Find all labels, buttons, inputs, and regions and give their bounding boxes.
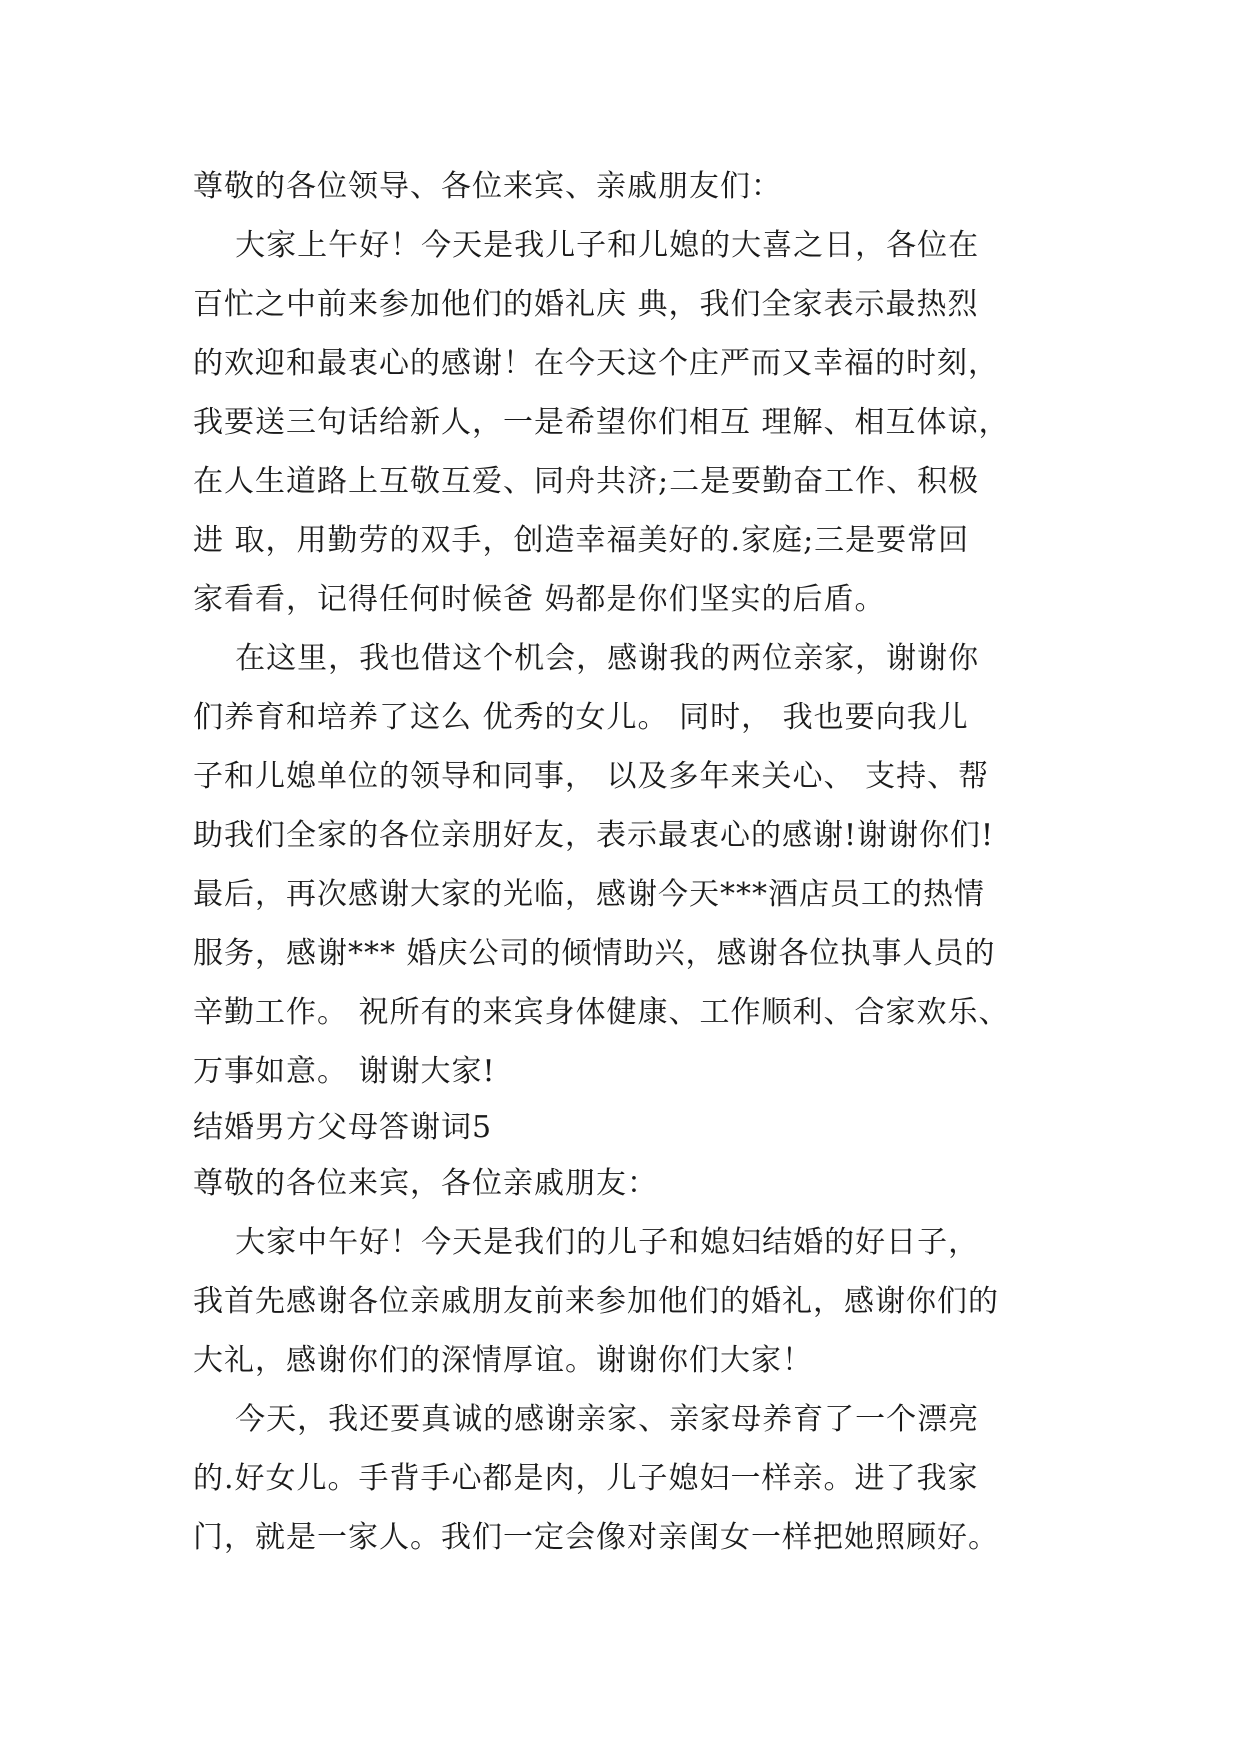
paragraph-line: 大礼，感谢你们的深情厚谊。谢谢你们大家！ — [193, 1343, 813, 1378]
paragraph-line: 百忙之中前来参加他们的婚礼庆 典，我们全家表示最热烈 — [193, 287, 979, 322]
paragraph-line: 助我们全家的各位亲朋好友，表示最衷心的感谢!谢谢你们! — [193, 818, 995, 853]
section-title: 结婚男方父母答谢词5 — [193, 1110, 493, 1145]
paragraph-line: 今天，我还要真诚的感谢亲家、亲家母养育了一个漂亮 — [193, 1402, 980, 1437]
paragraph-line: 在人生道路上互敬互爱、同舟共济;二是要勤奋工作、积极 — [193, 464, 980, 499]
paragraph-line: 的欢迎和最衷心的感谢！在今天这个庄严而又幸福的时刻， — [193, 346, 999, 381]
salutation-2: 尊敬的各位来宾，各位亲戚朋友： — [193, 1166, 658, 1201]
paragraph-line: 子和儿媳单位的领导和同事， 以及多年来关心、 支持、帮 — [193, 759, 990, 794]
paragraph-line: 大家上午好！今天是我儿子和儿媳的大喜之日，各位在 — [193, 228, 980, 263]
paragraph-line: 在这里，我也借这个机会，感谢我的两位亲家，谢谢你 — [193, 641, 980, 676]
paragraph-line: 服务，感谢*** 婚庆公司的倾情助兴，感谢各位执事人员的 — [193, 936, 996, 971]
salutation-1: 尊敬的各位领导、各位来宾、亲戚朋友们： — [193, 169, 782, 204]
paragraph-line: 家看看，记得任何时候爸 妈都是你们坚实的后盾。 — [193, 582, 886, 617]
paragraph-line: 门，就是一家人。我们一定会像对亲闺女一样把她照顾好。 — [193, 1520, 999, 1555]
paragraph-line: 万事如意。 谢谢大家! — [193, 1054, 496, 1089]
paragraph-line: 我要送三句话给新人，一是希望你们相互 理解、相互体谅， — [193, 405, 1010, 440]
paragraph-line: 进 取，用勤劳的双手，创造幸福美好的.家庭;三是要常回 — [193, 523, 970, 558]
paragraph-line: 们养育和培养了这么 优秀的女儿。 同时， 我也要向我儿 — [193, 700, 969, 735]
paragraph-line: 大家中午好！今天是我们的儿子和媳妇结婚的好日子， — [193, 1225, 980, 1260]
paragraph-line: 最后，再次感谢大家的光临，感谢今天***酒店员工的热情 — [193, 877, 985, 912]
paragraph-line: 辛勤工作。 祝所有的来宾身体健康、工作顺利、合家欢乐、 — [193, 995, 1010, 1030]
paragraph-line: 的.好女儿。手背手心都是肉，儿子媳妇一样亲。进了我家 — [193, 1461, 979, 1496]
paragraph-line: 我首先感谢各位亲戚朋友前来参加他们的婚礼，感谢你们的 — [193, 1284, 999, 1319]
